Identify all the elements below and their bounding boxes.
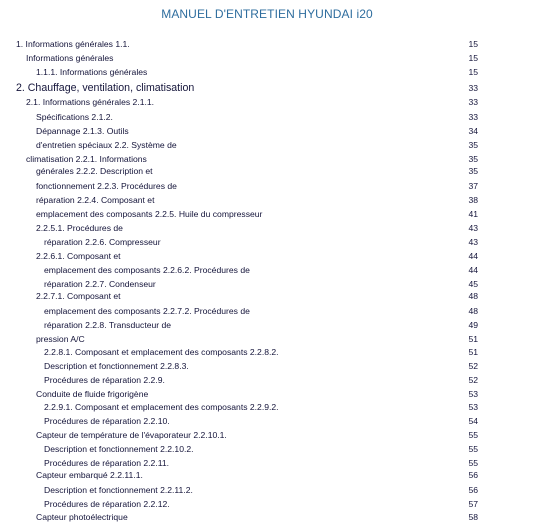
toc-page-number: 48 (468, 306, 478, 316)
toc-page-number: 15 (468, 39, 478, 49)
toc-entry[interactable] (0, 96, 534, 109)
toc-entry[interactable] (0, 443, 534, 456)
toc-entry[interactable] (0, 498, 534, 511)
toc-entry[interactable] (0, 333, 534, 346)
toc-entry-text: Procédures de réparation 2.2.9. (44, 375, 165, 385)
toc-page-number: 53 (468, 389, 478, 399)
toc-page-number: 33 (468, 112, 478, 122)
toc-entry[interactable] (0, 208, 534, 221)
toc-entry[interactable] (0, 165, 534, 178)
toc-entry-text: Procédures de réparation 2.2.10. (44, 416, 170, 426)
toc-page-number: 43 (468, 237, 478, 247)
toc-entry-text: emplacement des composants 2.2.6.2. Procédures de (44, 265, 250, 275)
toc-page-number: 35 (468, 166, 478, 176)
toc-entry-text: 2.2.7.1. Composant et (36, 291, 121, 301)
toc-entry-text: 2.2.9.1. Composant et emplacement des composants 2.2.9.2. (44, 402, 279, 412)
toc-page-number: 58 (468, 512, 478, 522)
toc-entry[interactable] (0, 194, 534, 207)
toc-entry-text: réparation 2.2.8. Transducteur de (44, 320, 172, 330)
toc-page-number: 54 (468, 416, 478, 426)
toc-entry[interactable] (0, 484, 534, 497)
toc-entry[interactable] (0, 52, 534, 65)
toc-entry-text: pression A/C (36, 334, 85, 344)
toc-entry[interactable] (0, 125, 534, 138)
toc-entry[interactable] (0, 236, 534, 249)
toc-page-number: 33 (468, 97, 478, 107)
toc-entry-text: 2.2.5.1. Procédures de (36, 223, 123, 233)
toc-page-number: 37 (468, 181, 478, 191)
toc-page-number: 56 (468, 470, 478, 480)
toc-page-number: 38 (468, 195, 478, 205)
toc-entry-text: Procédures de réparation 2.2.12. (44, 499, 170, 509)
toc-page-number: 41 (468, 209, 478, 219)
toc-entry[interactable] (0, 82, 534, 95)
toc-entry[interactable] (0, 222, 534, 235)
toc-entry-text: Description et fonctionnement 2.2.8.3. (44, 361, 189, 371)
toc-entry[interactable] (0, 38, 534, 51)
toc-entry[interactable] (0, 388, 534, 401)
toc-entry-text: réparation 2.2.6. Compresseur (44, 237, 161, 247)
toc-entry-text: d'entretien spéciaux 2.2. Système de (36, 140, 177, 150)
toc-entry-text: Informations générales (26, 53, 114, 63)
toc-entry[interactable] (0, 264, 534, 277)
toc-page-number: 44 (468, 251, 478, 261)
toc-entry-text: 2. Chauffage, ventilation, climatisation (16, 82, 195, 94)
toc-page-number: 44 (468, 265, 478, 275)
toc-entry-text: réparation 2.2.7. Condenseur (44, 279, 156, 289)
toc-page-number: 35 (468, 140, 478, 150)
toc-entry[interactable] (0, 415, 534, 428)
toc-entry-text: Dépannage 2.1.3. Outils (36, 126, 129, 136)
toc-entry-text: Capteur de température de l'évaporateur 2.2.10.1. (36, 430, 227, 440)
toc-entry-text: Capteur photoélectrique (36, 512, 128, 522)
toc-page-number: 45 (468, 279, 478, 289)
toc-entry-text: 1.1.1. Informations générales (36, 67, 148, 77)
toc-page-number: 35 (468, 154, 478, 164)
toc-entry-text: Spécifications 2.1.2. (36, 112, 113, 122)
toc-entry-text: Capteur embarqué 2.2.11.1. (36, 470, 143, 480)
toc-page-number: 33 (468, 83, 478, 93)
toc-entry-text: Description et fonctionnement 2.2.10.2. (44, 444, 194, 454)
toc-entry[interactable] (0, 319, 534, 332)
toc-page-number: 15 (468, 53, 478, 63)
toc-page-number: 51 (468, 334, 478, 344)
toc-page-number: 51 (468, 347, 478, 357)
toc-page-number: 52 (468, 375, 478, 385)
toc-entry[interactable] (0, 139, 534, 152)
toc-entry-text: 2.2.8.1. Composant et emplacement des composants 2.2.8.2. (44, 347, 279, 357)
toc-entry[interactable] (0, 180, 534, 193)
toc-page-number: 48 (468, 291, 478, 301)
toc-entry-text: générales 2.2.2. Description et (36, 166, 153, 176)
toc-entry[interactable] (0, 250, 534, 263)
toc-entry-text: emplacement des composants 2.2.7.2. Procédures de (44, 306, 250, 316)
toc-page-number: 49 (468, 320, 478, 330)
toc-page-number: 43 (468, 223, 478, 233)
toc-entry-text: réparation 2.2.4. Composant et (36, 195, 155, 205)
toc-entry-text: 1. Informations générales 1.1. (16, 39, 130, 49)
toc-entry-text: Conduite de fluide frigorigène (36, 389, 149, 399)
toc-entry[interactable] (0, 290, 534, 303)
toc-entry[interactable] (0, 401, 534, 414)
toc-entry-text: Procédures de réparation 2.2.11. (44, 458, 170, 468)
toc-entry[interactable] (0, 469, 534, 482)
toc-entry[interactable] (0, 360, 534, 373)
toc-entry-text: Description et fonctionnement 2.2.11.2. (44, 485, 193, 495)
toc-entry[interactable] (0, 429, 534, 442)
document-title: MANUEL D'ENTRETIEN HYUNDAI i20 (161, 7, 373, 21)
toc-entry[interactable] (0, 66, 534, 79)
toc-page-number: 55 (468, 458, 478, 468)
toc-entry[interactable] (0, 346, 534, 359)
toc-entry-text: climatisation 2.2.1. Informations (26, 154, 147, 164)
toc-entry[interactable] (0, 374, 534, 387)
toc-page-number: 34 (468, 126, 478, 136)
toc-entry-text: fonctionnement 2.2.3. Procédures de (36, 181, 177, 191)
toc-page-number: 55 (468, 444, 478, 454)
toc-page-number: 55 (468, 430, 478, 440)
toc-page-number: 56 (468, 485, 478, 495)
toc-page-number: 57 (468, 499, 478, 509)
toc-page-number: 53 (468, 402, 478, 412)
toc-page-number: 52 (468, 361, 478, 371)
toc-entry-text: 2.2.6.1. Composant et (36, 251, 121, 261)
toc-entry-text: emplacement des composants 2.2.5. Huile du compresseur (36, 209, 263, 219)
toc-page-number: 15 (468, 67, 478, 77)
toc-entry[interactable] (0, 305, 534, 318)
toc-entry-text: 2.1. Informations générales 2.1.1. (26, 97, 155, 107)
toc-entry[interactable] (0, 111, 534, 124)
